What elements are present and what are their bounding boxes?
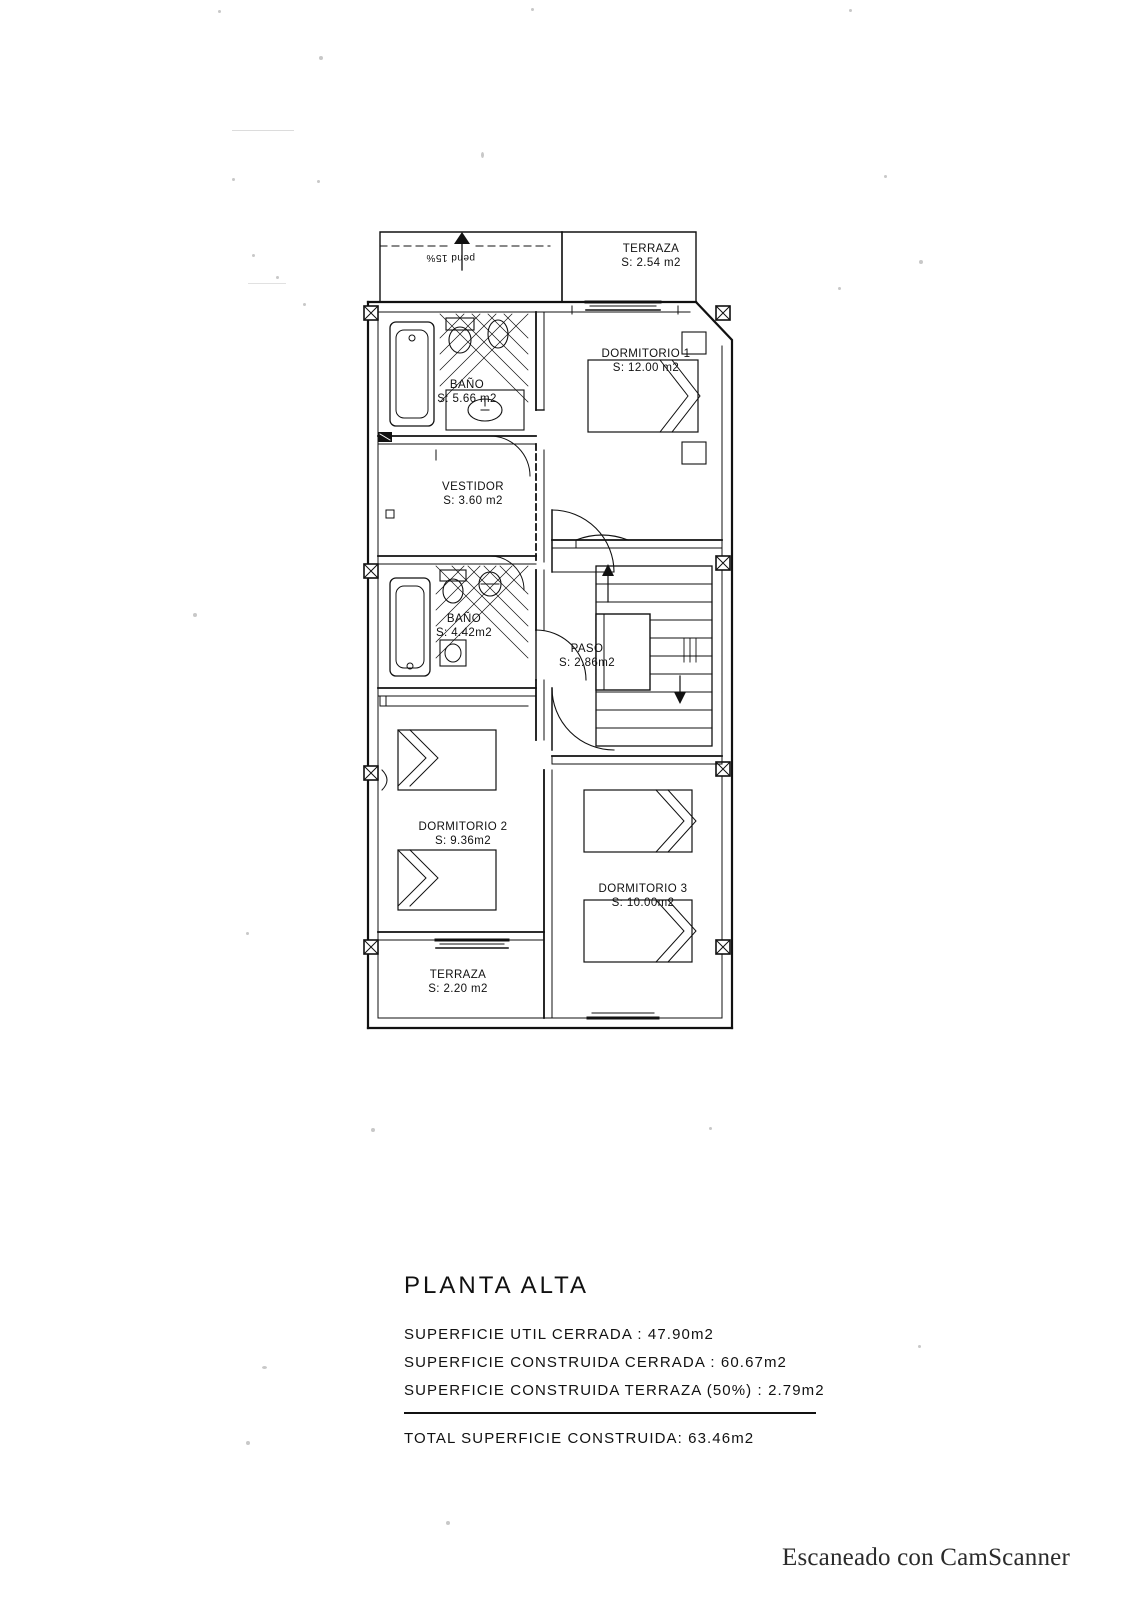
room-area: S: 10.00m2 (611, 897, 675, 909)
room-label-dormitorio-3 (558, 882, 728, 910)
schedule-line-2: SUPERFICIE CONSTRUIDA CERRADA : 60.67m2 (404, 1354, 787, 1371)
schedule-divider (404, 1412, 816, 1414)
room-name: PASO (570, 643, 604, 655)
room-name: DORMITORIO 1 (601, 348, 691, 360)
room-label-terraza-bottom (378, 968, 538, 996)
room-name: TERRAZA (622, 243, 680, 255)
room-area: S: 9.36m2 (434, 835, 492, 847)
room-area: S: 4.42m2 (435, 627, 493, 639)
schedule-line-1: SUPERFICIE UTIL CERRADA : 47.90m2 (404, 1326, 714, 1343)
slope-note: pend 15% (426, 252, 476, 263)
room-area: S: 2.20 m2 (428, 983, 488, 995)
camscanner-watermark: Escaneado con CamScanner (781, 1544, 1070, 1571)
room-label-vestidor (400, 480, 546, 508)
room-name: BAÑO (446, 613, 482, 625)
room-label-paso (522, 642, 652, 670)
floor-plan-drawing (340, 210, 780, 1040)
room-name: VESTIDOR (442, 481, 504, 493)
room-label-dormitorio-2 (378, 820, 548, 848)
room-area: S: 12.00 m2 (612, 362, 680, 374)
room-label-bano-2 (398, 612, 530, 640)
room-name: BAÑO (449, 379, 485, 391)
room-name: TERRAZA (429, 969, 487, 981)
room-area: S: 2.54 m2 (621, 257, 681, 269)
room-name: DORMITORIO 2 (418, 821, 508, 833)
room-label-bano-1 (402, 378, 532, 406)
room-area: S: 2.86m2 (558, 657, 616, 669)
room-label-terraza-top (576, 242, 726, 270)
schedule-total: TOTAL SUPERFICIE CONSTRUIDA: 63.46m2 (404, 1430, 755, 1447)
area-schedule (404, 1272, 1004, 1447)
room-area: S: 5.66 m2 (437, 393, 497, 405)
room-name: DORMITORIO 3 (598, 883, 688, 895)
room-label-dormitorio-1 (556, 347, 736, 375)
schedule-line-3: SUPERFICIE CONSTRUIDA TERRAZA (50%) : 2.79m2 (404, 1382, 825, 1399)
plan-title: PLANTA ALTA (404, 1272, 590, 1299)
room-area: S: 3.60 m2 (443, 495, 503, 507)
